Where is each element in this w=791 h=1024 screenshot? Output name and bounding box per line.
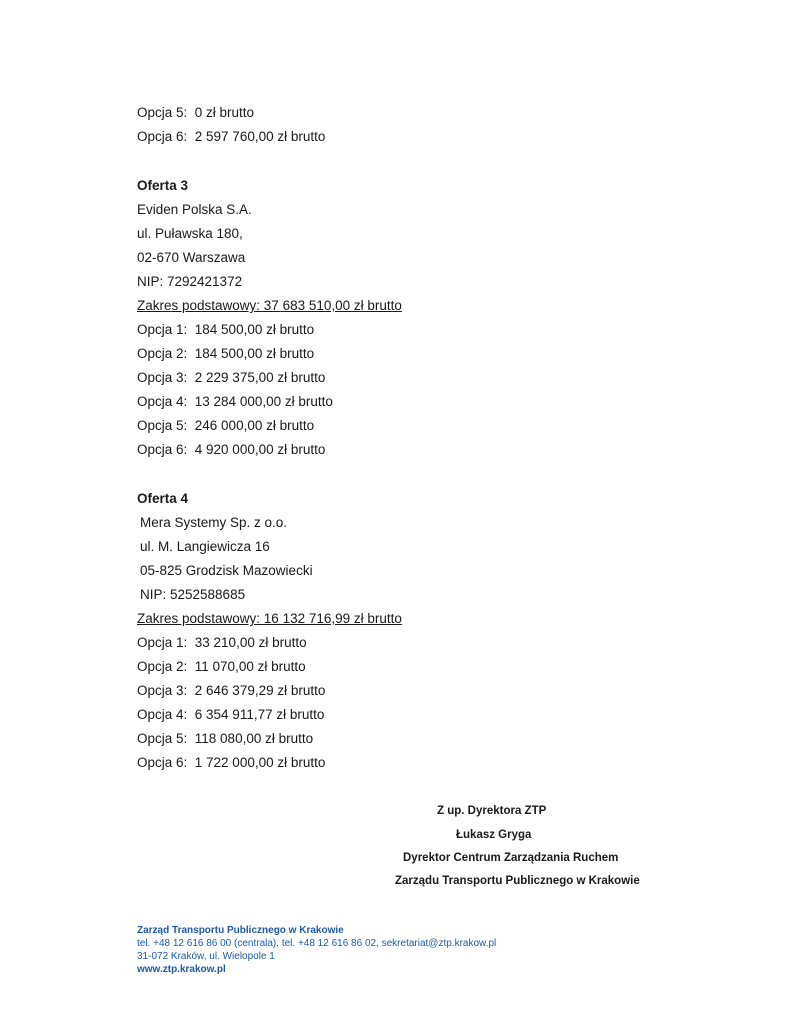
footer-organization: Zarząd Transportu Publicznego w Krakowie: [137, 925, 344, 936]
option-line: Opcja 5: 0 zł brutto: [137, 105, 255, 120]
offer-3-street: ul. Puławska 180,: [137, 226, 243, 241]
offer-4-option-3: Opcja 3: 2 646 379,29 zł brutto: [137, 683, 326, 698]
offer-3-heading: Oferta 3: [137, 178, 189, 193]
offer-4-city: 05-825 Grodzisk Mazowiecki: [140, 563, 313, 578]
offer-4-option-5: Opcja 5: 118 080,00 zł brutto: [137, 731, 314, 746]
offer-4-option-4: Opcja 4: 6 354 911,77 zł brutto: [137, 707, 325, 722]
offer-3-base-scope: Zakres podstawowy: 37 683 510,00 zł brutto: [137, 298, 402, 313]
offer-4-nip: NIP: 5252588685: [140, 587, 246, 602]
footer-address: 31-072 Kraków, ul. Wielopole 1: [137, 951, 275, 962]
offer-4-option-2: Opcja 2: 11 070,00 zł brutto: [137, 659, 306, 674]
signature-position: Dyrektor Centrum Zarządzania Ruchem: [403, 852, 619, 864]
offer-3-option-2: Opcja 2: 184 500,00 zł brutto: [137, 346, 315, 361]
offer-4-base-scope: Zakres podstawowy: 16 132 716,99 zł brutto: [137, 611, 402, 626]
offer-3-option-5: Opcja 5: 246 000,00 zł brutto: [137, 418, 315, 433]
option-line: Opcja 6: 2 597 760,00 zł brutto: [137, 129, 326, 144]
signature-authority: Z up. Dyrektora ZTP: [437, 805, 547, 817]
footer-contact: tel. +48 12 616 86 00 (centrala), tel. +48 12 616 86 02, sekretariat@ztp.krakow.pl: [137, 938, 497, 949]
offer-3-option-6: Opcja 6: 4 920 000,00 zł brutto: [137, 442, 326, 457]
signature-name: Łukasz Gryga: [456, 829, 532, 841]
offer-4-option-6: Opcja 6: 1 722 000,00 zł brutto: [137, 755, 326, 770]
offer-3-city: 02-670 Warszawa: [137, 250, 246, 265]
offer-4-street: ul. M. Langiewicza 16: [140, 539, 270, 554]
offer-3-option-3: Opcja 3: 2 229 375,00 zł brutto: [137, 370, 326, 385]
offer-4-company: Mera Systemy Sp. z o.o.: [140, 515, 288, 530]
offer-3-nip: NIP: 7292421372: [137, 274, 243, 289]
offer-3-company: Eviden Polska S.A.: [137, 202, 252, 217]
offer-3-option-4: Opcja 4: 13 284 000,00 zł brutto: [137, 394, 333, 409]
offer-4-option-1: Opcja 1: 33 210,00 zł brutto: [137, 635, 307, 650]
offer-4-heading: Oferta 4: [137, 491, 189, 506]
signature-institution: Zarządu Transportu Publicznego w Krakowie: [395, 875, 640, 887]
offer-3-option-1: Opcja 1: 184 500,00 zł brutto: [137, 322, 315, 337]
footer-website-link[interactable]: www.ztp.krakow.pl: [137, 964, 226, 975]
